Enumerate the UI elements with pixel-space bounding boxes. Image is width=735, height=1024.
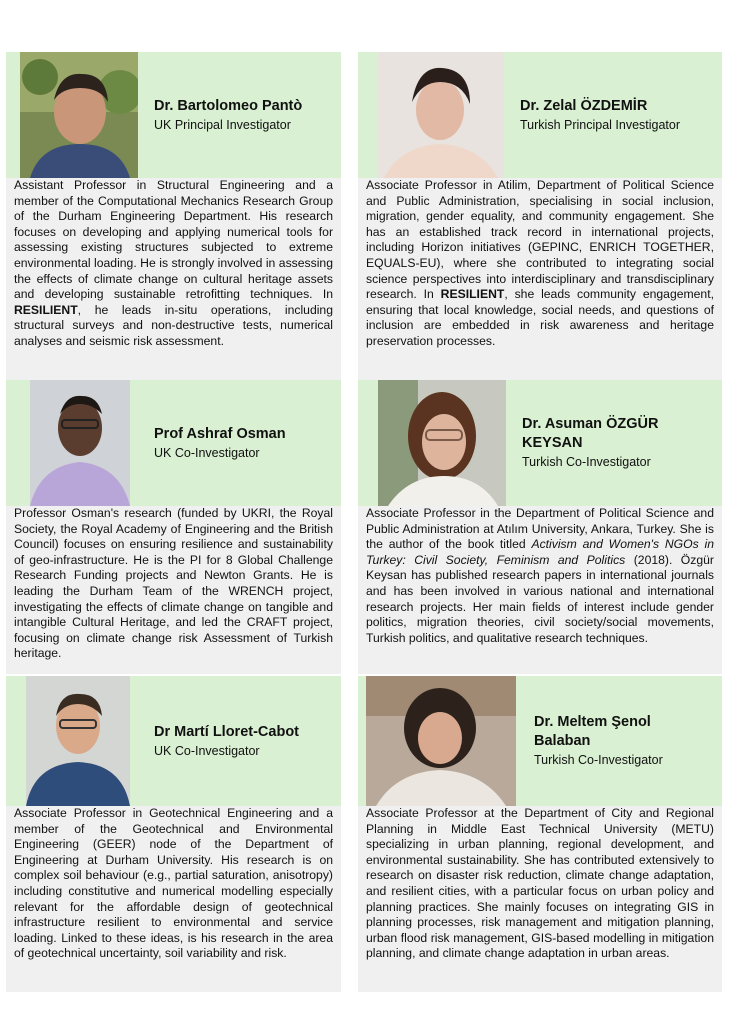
person-name: Dr. Meltem Şenol Balaban (534, 714, 651, 749)
profile-card-osman (6, 380, 341, 674)
profile-identity (138, 97, 302, 134)
profile-identity (516, 713, 663, 769)
profile-identity (130, 425, 286, 462)
profile-header (6, 52, 341, 178)
person-role: UK Principal Investigator (154, 117, 291, 132)
person-bio: Associate Professor in Geotechnical Engineering and a member of the Geotechnical and Environmental Engineering (GEER) node of the Department of Engineering at Durham University. His research is on complex soil behaviour (e.g., partial saturation, anisotropy) including constitutive and numerical modelling especially relevant for the affordable design of geotechnical infrastructure resilient to environmental and service loading. Linked to these ideas, is his research in the area of geotechnical uncertainty, soil variability and risk. (6, 806, 341, 992)
profile-card-lloret-cabot (6, 676, 341, 992)
profile-header (6, 676, 341, 806)
person-bio: Associate Professor in Atilim, Department of Political Science and Public Administration, specialising in social inclusion, migration, gender equality, and community engagement. She has an established track record in international projects, including Horizon initiatives (GEPINC, ENRICH TOGETHER, EQUALS-EU), where she contributed to integrating social science perspectives into interdisciplinary and transdisciplinary research. In RESILIENT, she leads community engagement, ensuring that local knowledge, social needs, and questions of inclusion are embedded in risk awareness and heritage preservation processes. (358, 178, 722, 380)
profile-header (6, 380, 341, 506)
profile-identity (130, 723, 299, 760)
person-role: Turkish Principal Investigator (520, 117, 681, 132)
person-name: Dr. Zelal ÖZDEMİR (520, 97, 648, 114)
profile-card-senol-balaban (358, 676, 722, 992)
profile-identity (506, 415, 658, 471)
person-role: Turkish Co-Investigator (522, 455, 651, 469)
profile-header (358, 52, 722, 178)
person-name: Dr Martí Lloret-Cabot (154, 723, 299, 740)
profile-header (358, 380, 722, 506)
person-role: UK Co-Investigator (154, 445, 260, 460)
profile-identity (504, 97, 680, 134)
portrait-photo (30, 380, 130, 506)
portrait-photo (378, 52, 504, 178)
portrait-photo (26, 676, 130, 806)
person-bio: Assistant Professor in Structural Engineering and a member of the Computational Mechanics Research Group of the Durham Engineering Department. His research focuses on developing and applying numerical tools for assessing existing structures subjected to extreme environmental loading. He is strongly involved in assessing the effects of climate change on cultural heritage assets and developing sustainable retrofitting techniques. In RESILIENT, he leads in-situ operations, including structural surveys and non-destructive tests, numerical analyses and seismic risk assessment. (6, 178, 341, 380)
person-bio: Associate Professor at the Department of City and Regional Planning in Middle East Technical University (METU) specializing in urban planning, regional development, and environmental sustainability. She has contributed extensively to research on disaster risk reduction, climate change adaptation, and resilient cities, with a particular focus on urban policy and planning practices. She mainly focuses on integrating GIS in planning processes, risk management and mitigation planning, urban flood risk management, GIS-based modelling in mitigation planning, and climate change adaptation in urban areas. (358, 806, 722, 992)
person-name: Dr. Bartolomeo Pantò (154, 97, 303, 114)
person-name: Dr. Asuman ÖZGÜR KEYSAN (522, 416, 659, 451)
profile-header (358, 676, 722, 806)
person-bio: Associate Professor in the Department of Political Science and Public Administration at Atılım University, Ankara, Turkey. She is the author of the book titled Activism and Women's NGOs in Turkey: Civil Society, Feminism and Politics (2018). Özgür Keysan has published research papers in international journals and has been involved in various national and international research projects. Her main fields of interest include gender politics, migration theories, civil society/social movements, Turkish politics, and qualitative research techniques. (358, 506, 722, 674)
person-name: Prof Ashraf Osman (154, 425, 286, 442)
profile-card-ozdemir (358, 52, 722, 380)
person-role: UK Co-Investigator (154, 743, 260, 758)
profile-card-ozgur-keysan (358, 380, 722, 674)
person-role: Turkish Co-Investigator (534, 753, 663, 767)
person-bio: Professor Osman's research (funded by UKRI, the Royal Society, the Royal Academy of Engineering and the British Council) focuses on ensuring resilience and sustainability of geo-infrastructure. He is the PI for 8 Global Challenge Research Funding projects and Newton Grants. He is leading the Durham Team of the WRENCH project, investigating the effects of climate change on tangible and intangible Cultural Heritage, and led the CRAFT project, focusing on climate change risk Assessment of Turkish heritage. (6, 506, 341, 674)
portrait-photo (20, 52, 138, 178)
portrait-photo (366, 676, 516, 806)
profile-card-panto (6, 52, 341, 380)
portrait-photo (378, 380, 506, 506)
